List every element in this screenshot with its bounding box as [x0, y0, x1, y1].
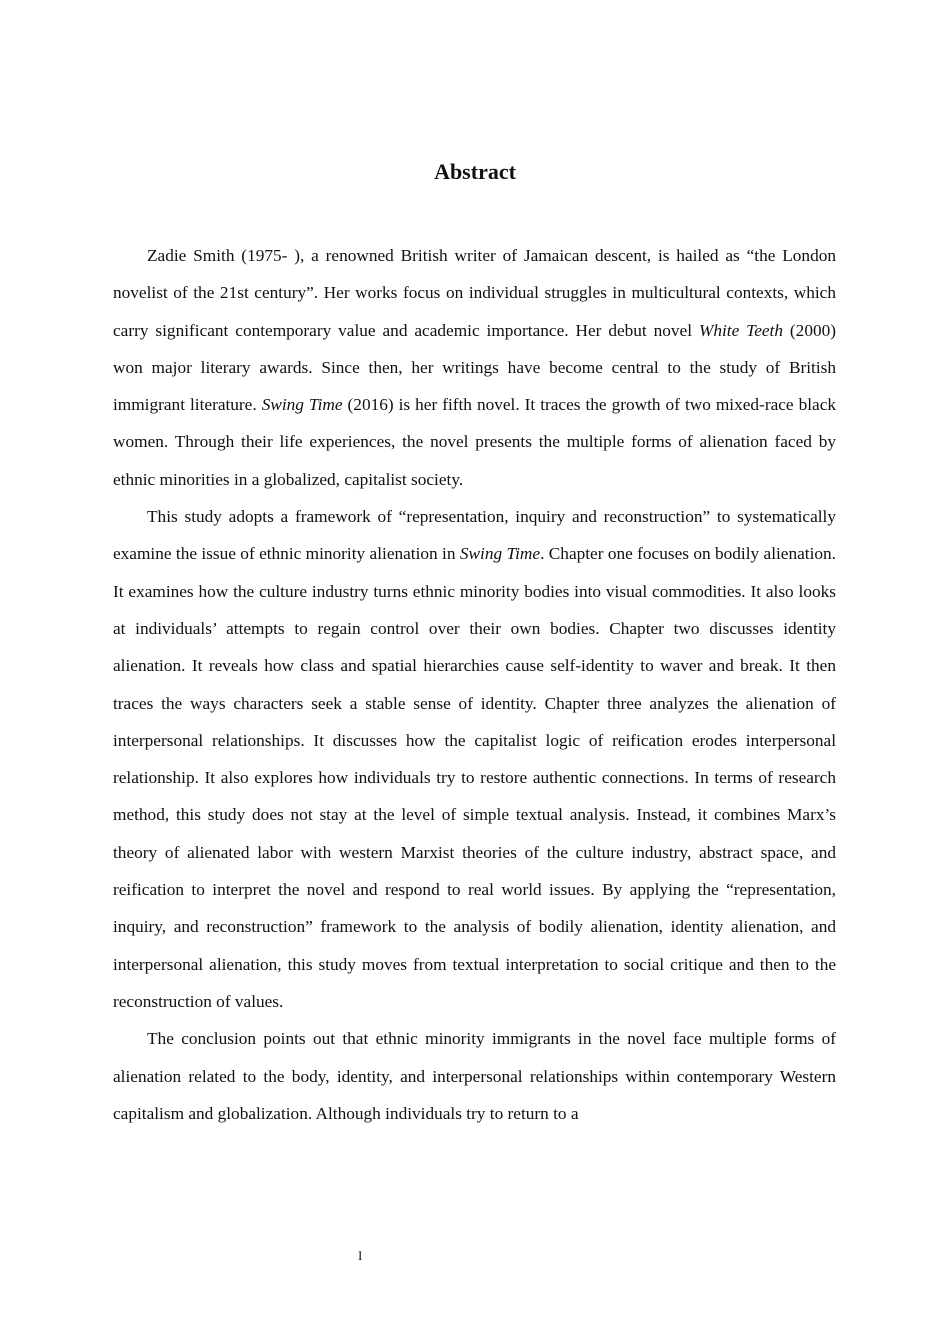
paragraph-text: . Chapter one focuses on bodily alienation. It examines how the culture industry turns ethnic minority bodies into visual commodities. It also looks at individuals’ attempts to regain control over their own bodies. Chapter two discusses identity alienation. It reveals how class and spatial hierarchies cause self-identity to waver and break. It then traces the ways characters seek a stable sense of identity. Chapter three analyzes the alienation of interpersonal relationships. It discusses how the capitalist logic of reification erodes interpersonal relationship. It also explores how individuals try to restore authentic connections. In terms of research method, this study does not stay at the level of simple textual analysis. Instead, it combines Marx’s theory of alienated labor with western Marxist theories of the culture industry, abstract space, and reification to interpret the novel and respond to real world issues. By applying the “representation, inquiry, and reconstruction” framework to the analysis of bodily alienation, identity alienation, and interpersonal alienation, this study moves from textual interpretation to social critique and then to the reconstruction of values. — [113, 544, 836, 1011]
abstract-body — [113, 237, 836, 1132]
page-number: I — [358, 1248, 363, 1263]
paragraph-text: The conclusion points out that ethnic minority immigrants in the novel face multiple forms of alienation related to the body, identity, and interpersonal relationships within contemporary Western capitalism and globalization. Although individuals try to return to a — [113, 1029, 836, 1123]
italic-title-swing-time: Swing Time — [459, 544, 541, 564]
paragraph-text: Zadie Smith (1975- ), a renowned British writer of Jamaican descent, is hailed as “the London novelist of the 21st century”. Her works focus on individual struggles in multicultural contexts, which carry significant contemporary value and academic importance. Her debut novel — [113, 246, 836, 340]
paragraph-3 — [113, 1020, 836, 1132]
paragraph-text: This study adopts a framework of “representation, inquiry and reconstruction” to systematically examine the issue of ethnic minority alienation in — [113, 507, 836, 564]
paragraph-text: (2000) won major literary awards. Since then, her writings have become central to the study of British immigrant literature. — [113, 320, 836, 415]
paragraph-2 — [113, 498, 836, 1020]
paragraph-1 — [113, 237, 836, 498]
paragraph-text: (2016) is her fifth novel. It traces the growth of two mixed-race black women. Through their life experiences, the novel presents the multiple forms of alienation faced by ethnic minorities in a globalized, capitalist society. — [113, 395, 837, 489]
page-title: Abstract — [434, 159, 516, 184]
italic-title-swing-time: Swing Time — [261, 395, 343, 415]
italic-title-white-teeth: White Teeth — [698, 320, 783, 340]
